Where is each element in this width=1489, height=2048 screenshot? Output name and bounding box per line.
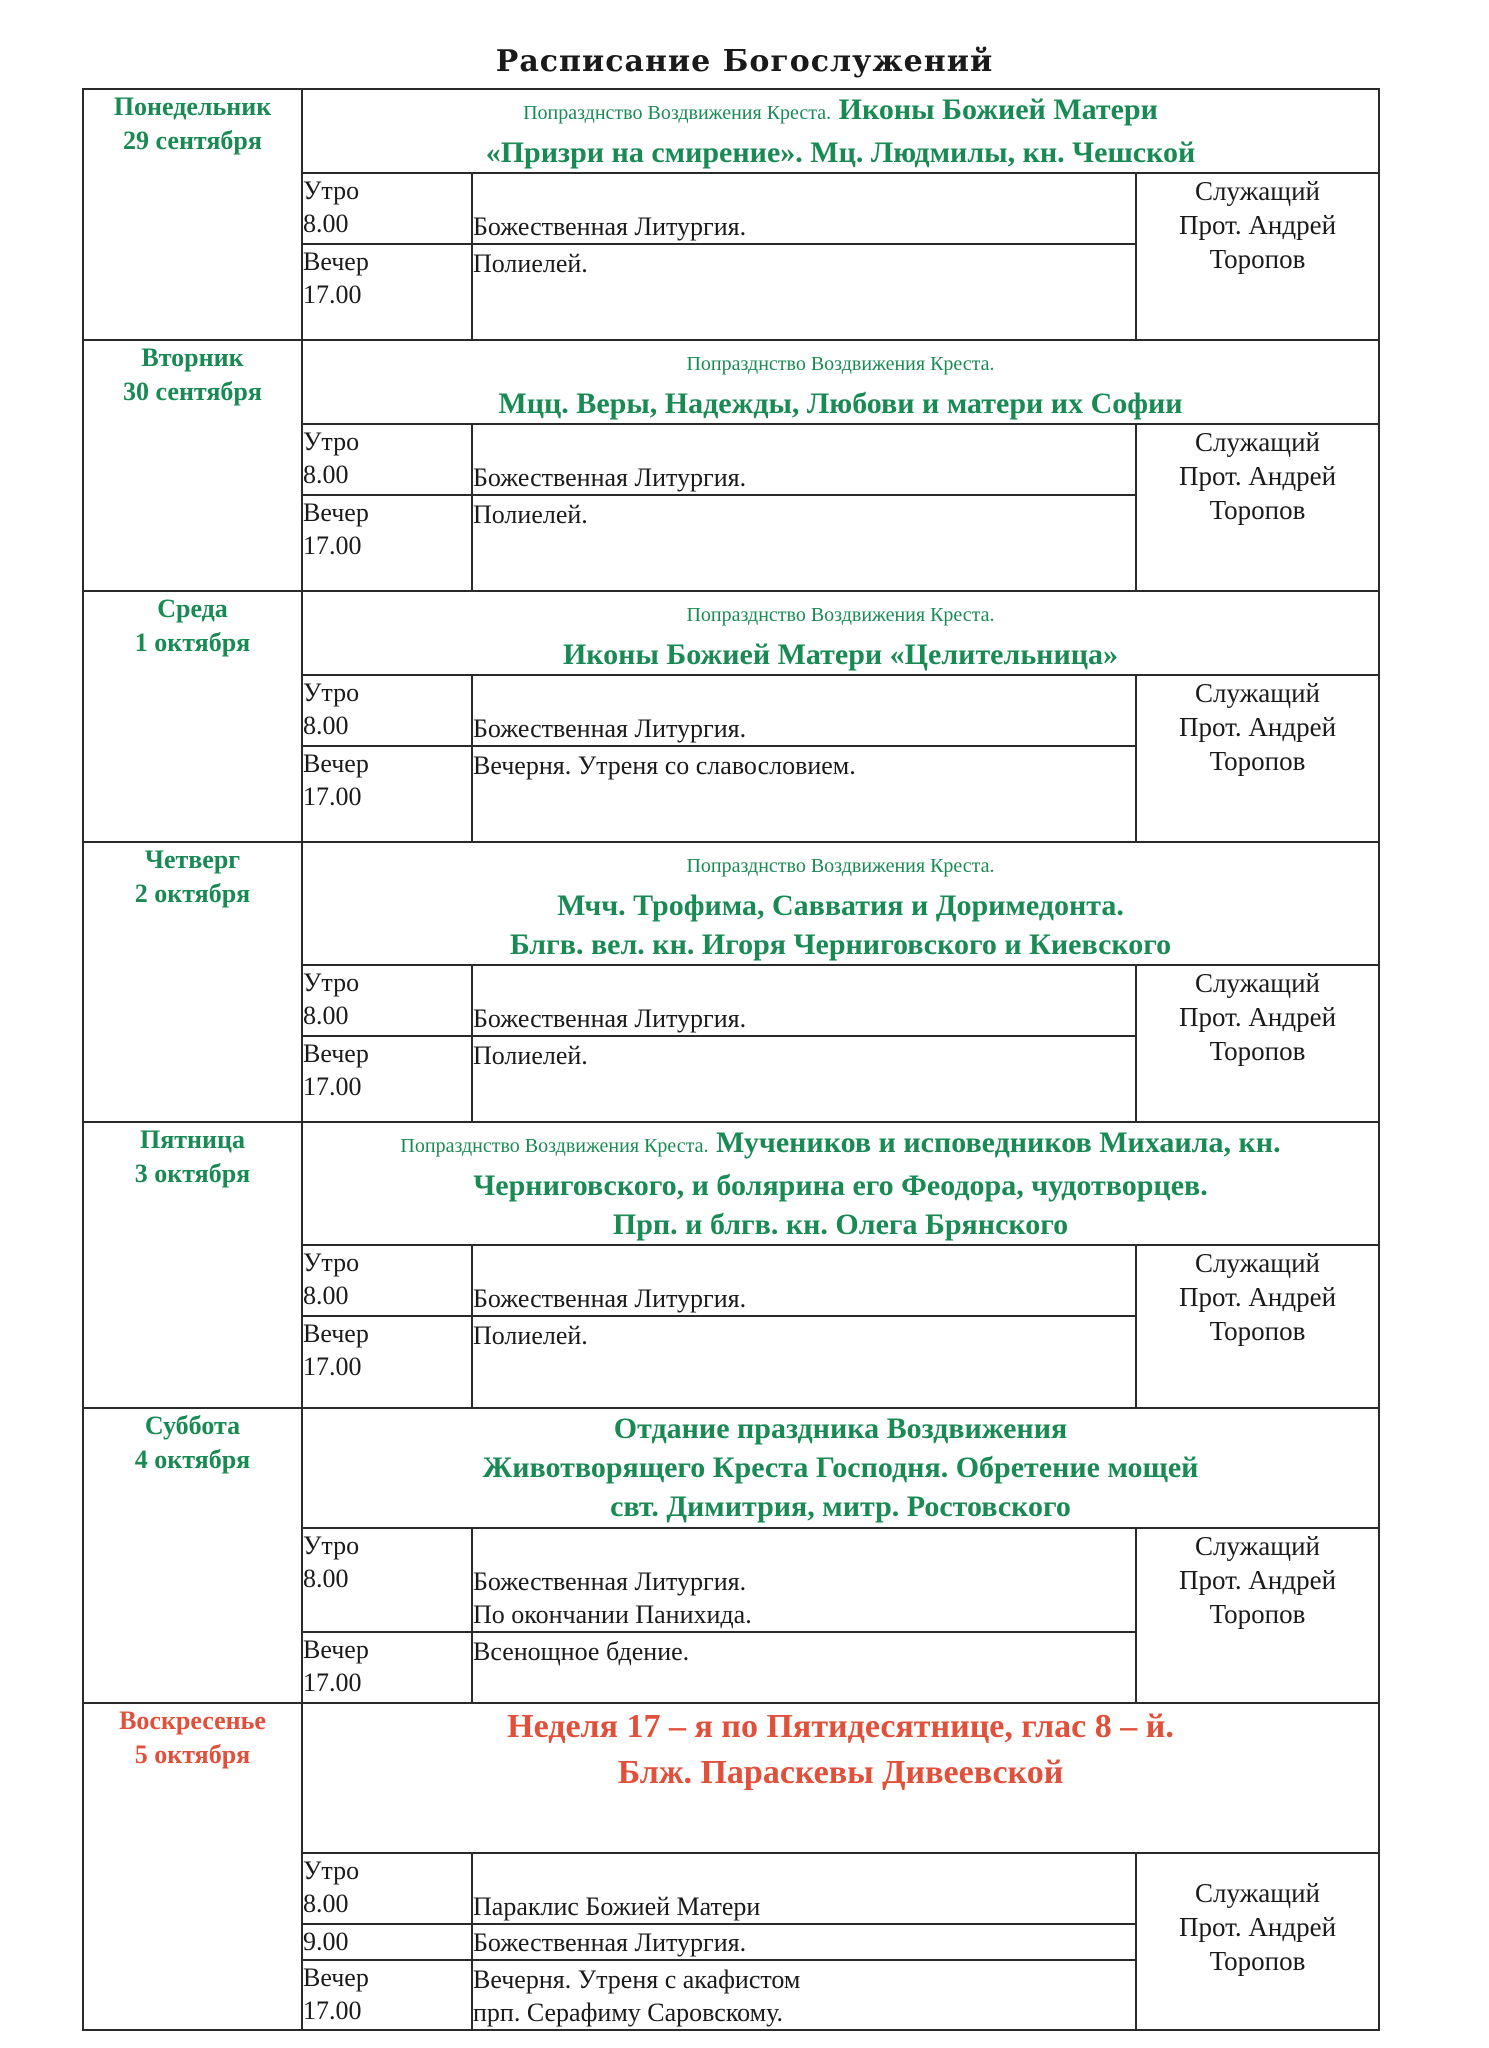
day-date: 2 октября xyxy=(134,879,251,908)
feast-cell xyxy=(302,1703,1379,1853)
day-name: Понедельник xyxy=(113,92,272,121)
second-time: 9.00 xyxy=(302,1924,472,1960)
morning-label: Утро xyxy=(303,1531,360,1560)
evening-label: Вечер xyxy=(303,498,369,527)
feast-line: Отдание праздника Воздвижения xyxy=(613,1412,1068,1445)
day-date: 29 сентября xyxy=(123,126,262,155)
feast-line: «Призри на смирение». Мц. Людмилы, кн. Чешской xyxy=(485,136,1196,169)
morning-time: 8.00 xyxy=(303,711,349,740)
day-name: Четверг xyxy=(144,845,241,874)
priest-name: Прот. Андрей xyxy=(1178,712,1337,742)
priest-cell xyxy=(1136,1245,1379,1408)
morning-label: Утро xyxy=(303,1856,360,1885)
day-date: 1 октября xyxy=(134,628,251,657)
feast-line: Блгв. вел. кн. Игоря Черниговского и Киевского xyxy=(509,928,1172,961)
priest-role: Служащий xyxy=(1195,427,1320,457)
feast-cell xyxy=(302,1408,1379,1528)
day-block-friday xyxy=(83,1122,1379,1245)
priest-name: Прот. Андрей xyxy=(1178,1282,1337,1312)
day-cell xyxy=(83,1122,302,1408)
priest-cell xyxy=(1136,1528,1379,1703)
feast-prefix: Попразднство Воздвижения Креста. xyxy=(686,604,995,626)
priest-role: Служащий xyxy=(1195,1878,1320,1908)
priest-surname: Торопов xyxy=(1209,495,1306,525)
evening-service: Полиелей. xyxy=(472,495,1136,591)
feast-line: Мчч. Трофима, Савватия и Доримедонта. xyxy=(557,889,1124,922)
evening-time: 17.00 xyxy=(303,531,362,560)
priest-surname: Торопов xyxy=(1209,1946,1306,1976)
priest-cell xyxy=(1136,675,1379,842)
morning-service: Божественная Литургия. xyxy=(472,424,1136,495)
day-name: Воскресенье xyxy=(119,1706,266,1735)
priest-name: Прот. Андрей xyxy=(1178,1002,1337,1032)
evening-time-cell xyxy=(302,244,472,340)
morning-time: 8.00 xyxy=(303,1281,349,1310)
priest-surname: Торопов xyxy=(1209,1599,1306,1629)
feast-cell xyxy=(302,1122,1379,1245)
priest-surname: Торопов xyxy=(1209,1316,1306,1346)
priest-name: Прот. Андрей xyxy=(1178,1912,1337,1942)
evening-time-cell xyxy=(302,495,472,591)
priest-role: Служащий xyxy=(1195,176,1320,206)
feast-cell xyxy=(302,842,1379,965)
day-date: 4 октября xyxy=(134,1445,251,1474)
morning-service: Божественная Литургия. xyxy=(472,675,1136,746)
page-title: Расписание Богослужений xyxy=(495,44,994,79)
schedule-table xyxy=(82,88,1380,2031)
feast-line: Черниговского, и болярина его Феодора, чудотворцев. xyxy=(473,1169,1208,1202)
evening-label: Вечер xyxy=(303,247,369,276)
feast-line: Мцц. Веры, Надежды, Любови и матери их Софии xyxy=(498,387,1183,420)
feast-cell xyxy=(302,591,1379,675)
evening-time: 17.00 xyxy=(303,1352,362,1381)
morning-label: Утро xyxy=(303,678,360,707)
feast-prefix: Попразднство Воздвижения Креста. xyxy=(400,1135,709,1157)
priest-name: Прот. Андрей xyxy=(1178,210,1337,240)
evening-time-cell xyxy=(302,1960,472,2030)
day-cell xyxy=(83,340,302,591)
priest-role: Служащий xyxy=(1195,678,1320,708)
morning-time: 8.00 xyxy=(303,1564,349,1593)
priest-role: Служащий xyxy=(1195,1248,1320,1278)
evening-label: Вечер xyxy=(303,1039,369,1068)
evening-service: Полиелей. xyxy=(472,1036,1136,1122)
feast-prefix: Попразднство Воздвижения Креста. xyxy=(523,102,832,124)
day-date: 3 октября xyxy=(134,1159,251,1188)
morning-service-cell xyxy=(472,1528,1136,1632)
day-block-wednesday xyxy=(83,591,1379,675)
evening-service-cont: прп. Серафиму Саровскому. xyxy=(473,1998,783,2027)
day-name: Суббота xyxy=(144,1411,241,1440)
morning-time: 8.00 xyxy=(303,209,349,238)
day-name: Пятница xyxy=(139,1125,245,1154)
day-block-sunday xyxy=(83,1703,1379,1853)
evening-time-cell xyxy=(302,1632,472,1703)
morning-label: Утро xyxy=(303,968,360,997)
priest-surname: Торопов xyxy=(1209,244,1306,274)
morning-service: Божественная Литургия. xyxy=(472,173,1136,244)
morning-time-cell xyxy=(302,965,472,1036)
evening-time: 17.00 xyxy=(303,1996,362,2025)
day-cell xyxy=(83,1408,302,1703)
morning-time-cell xyxy=(302,1528,472,1632)
feast-line: Прп. и блгв. кн. Олега Брянского xyxy=(612,1208,1069,1241)
morning-service: Божественная Литургия. xyxy=(472,1245,1136,1316)
evening-time-cell xyxy=(302,746,472,842)
feast-line: Блж. Параскевы Дивеевской xyxy=(617,1754,1064,1791)
priest-cell xyxy=(1136,965,1379,1122)
evening-time: 17.00 xyxy=(303,280,362,309)
feast-prefix: Попразднство Воздвижения Креста. xyxy=(686,353,995,375)
morning-time-cell xyxy=(302,173,472,244)
feast-prefix: Попразднство Воздвижения Креста. xyxy=(686,855,995,877)
day-block-monday xyxy=(83,89,1379,173)
morning-time-cell xyxy=(302,675,472,746)
day-date: 5 октября xyxy=(134,1740,251,1769)
evening-service-cell xyxy=(472,1960,1136,2030)
evening-service: Полиелей. xyxy=(472,244,1136,340)
evening-label: Вечер xyxy=(303,1635,369,1664)
morning-service-note: По окончании Панихида. xyxy=(473,1600,752,1629)
day-cell xyxy=(83,591,302,842)
evening-label: Вечер xyxy=(303,1319,369,1348)
day-block-thursday xyxy=(83,842,1379,965)
feast-line: Мучеников и исповедников Михаила, кн. xyxy=(715,1126,1281,1159)
morning-service: Параклис Божией Матери xyxy=(472,1853,1136,1924)
priest-surname: Торопов xyxy=(1209,1036,1306,1066)
day-cell xyxy=(83,89,302,340)
morning-time-cell xyxy=(302,1245,472,1316)
feast-line: Неделя 17 – я по Пятидесятнице, глас 8 – й. xyxy=(507,1708,1174,1745)
second-service: Божественная Литургия. xyxy=(472,1924,1136,1960)
evening-label: Вечер xyxy=(303,1963,369,1992)
feast-line: Животворящего Креста Господня. Обретение мощей xyxy=(482,1451,1199,1484)
morning-time: 8.00 xyxy=(303,1001,349,1030)
feast-line: свт. Димитрия, митр. Ростовского xyxy=(610,1490,1071,1523)
morning-time: 8.00 xyxy=(303,1889,349,1918)
priest-cell xyxy=(1136,424,1379,591)
morning-label: Утро xyxy=(303,176,360,205)
feast-cell xyxy=(302,340,1379,424)
morning-time: 8.00 xyxy=(303,460,349,489)
priest-cell xyxy=(1136,1853,1379,2030)
day-name: Вторник xyxy=(141,343,244,372)
day-block-saturday xyxy=(83,1408,1379,1528)
day-name: Среда xyxy=(157,594,228,623)
morning-service: Божественная Литургия. xyxy=(472,965,1136,1036)
priest-role: Служащий xyxy=(1195,968,1320,998)
morning-label: Утро xyxy=(303,1248,360,1277)
priest-role: Служащий xyxy=(1195,1531,1320,1561)
day-cell xyxy=(83,842,302,1122)
feast-line: Иконы Божией Матери xyxy=(838,93,1158,126)
day-cell xyxy=(83,1703,302,2030)
morning-label: Утро xyxy=(303,427,360,456)
feast-line: Иконы Божией Матери «Целительница» xyxy=(562,638,1119,671)
evening-time: 17.00 xyxy=(303,1668,362,1697)
priest-cell xyxy=(1136,173,1379,340)
priest-name: Прот. Андрей xyxy=(1178,1565,1337,1595)
evening-service: Вечерня. Утреня со славословием. xyxy=(472,746,1136,842)
morning-service: Божественная Литургия. xyxy=(473,1567,747,1596)
morning-time-cell xyxy=(302,1853,472,1924)
evening-time-cell xyxy=(302,1316,472,1408)
evening-service: Вечерня. Утреня с акафистом xyxy=(473,1965,801,1994)
feast-cell xyxy=(302,89,1379,173)
evening-time-cell xyxy=(302,1036,472,1122)
evening-label: Вечер xyxy=(303,749,369,778)
priest-name: Прот. Андрей xyxy=(1178,461,1337,491)
priest-surname: Торопов xyxy=(1209,746,1306,776)
evening-time: 17.00 xyxy=(303,1072,362,1101)
day-date: 30 сентября xyxy=(123,377,262,406)
evening-time: 17.00 xyxy=(303,782,362,811)
day-block-tuesday xyxy=(83,340,1379,424)
evening-service: Всенощное бдение. xyxy=(472,1632,1136,1703)
morning-time-cell xyxy=(302,424,472,495)
evening-service: Полиелей. xyxy=(472,1316,1136,1408)
